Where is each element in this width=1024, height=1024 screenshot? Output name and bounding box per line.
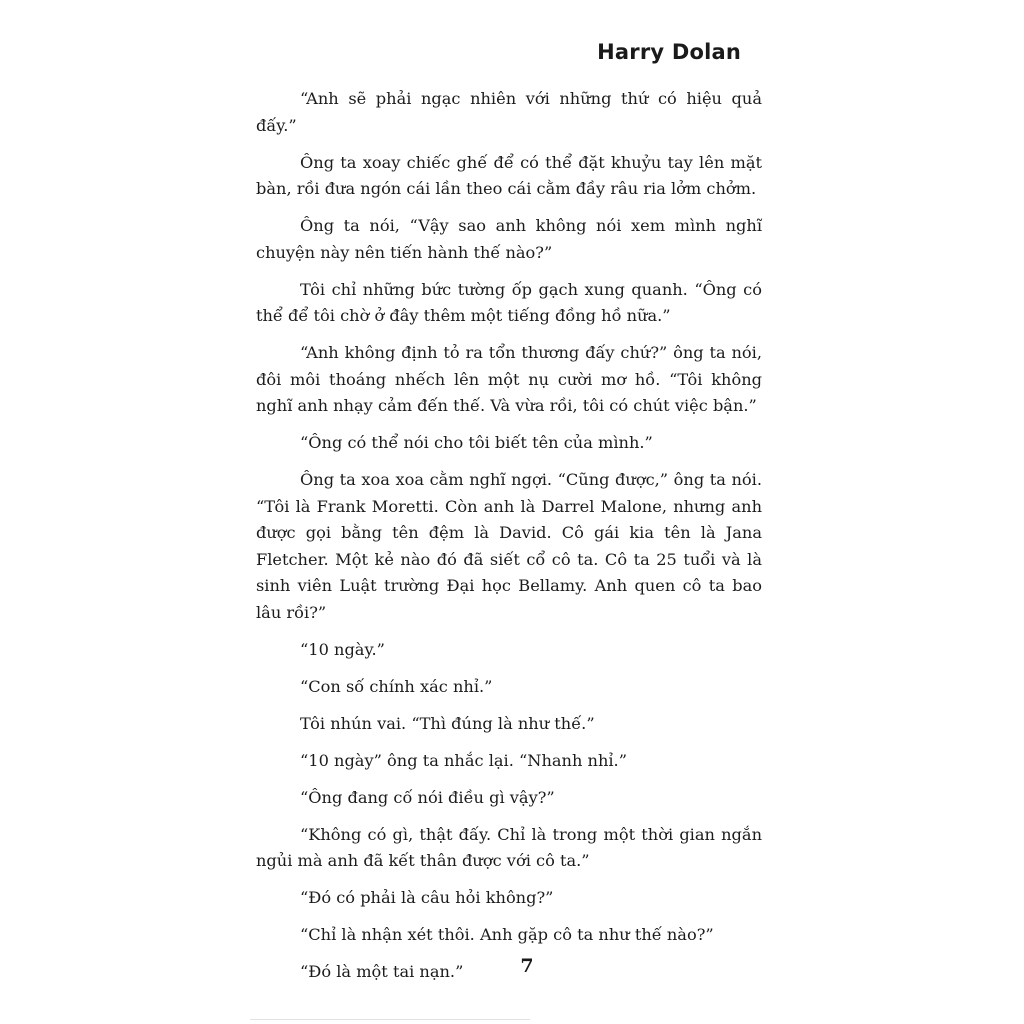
scan-edge-divider [250,1019,530,1020]
page-number: 7 [520,955,534,977]
paragraph: Ông ta xoa xoa cằm nghĩ ngợi. “Cũng được,” ông ta nói. “Tôi là Frank Moretti. Còn anh là Darrel Malone, nhưng anh được gọi bằng tên đệm là David. Cô gái kia tên là Jana Fletcher. Một kẻ nào đó đã siết cổ cô ta. Cô ta 25 tuổi và là sinh viên Luật trường Đại học Bellamy. Anh quen cô ta bao lâu rồi?” [256,470,762,622]
paragraph: “Không có gì, thật đấy. Chỉ là trong một thời gian ngắn ngủi mà anh đã kết thân được với cô ta.” [256,824,762,870]
paragraph: “Ông đang cố nói điều gì vậy?” [300,787,555,807]
paragraph: “10 ngày.” [300,639,385,659]
paragraph: Tôi nhún vai. “Thì đúng là như thế.” [300,713,595,733]
paragraph: Ông ta nói, “Vậy sao anh không nói xem mình nghĩ chuyện này nên tiến hành thế nào?” [256,216,762,262]
paragraph: “Con số chính xác nhỉ.” [300,676,493,696]
paragraph: “Anh sẽ phải ngạc nhiên với những thứ có hiệu quả đấy.” [256,89,762,135]
body-text [256,86,762,996]
paragraph: “Chỉ là nhận xét thôi. Anh gặp cô ta như thế nào?” [300,925,714,944]
paragraph: “Đó là một tai nạn.” [300,962,464,981]
paragraph: Ông ta xoay chiếc ghế để có thể đặt khuỷu tay lên mặt bàn, rồi đưa ngón cái lần theo cái cằm đầy râu ria lởm chởm. [256,152,762,198]
running-head-author: Harry Dolan [597,40,741,64]
paragraph: “Đó có phải là câu hỏi không?” [300,888,554,907]
paragraph: “Ông có thể nói cho tôi biết tên của mình.” [300,433,653,452]
paragraph: Tôi chỉ những bức tường ốp gạch xung quanh. “Ông có thể để tôi chờ ở đây thêm một tiếng đồng hồ nữa.” [256,279,762,325]
paragraph: “10 ngày” ông ta nhắc lại. “Nhanh nhỉ.” [300,750,627,770]
paragraph: “Anh không định tỏ ra tổn thương đấy chứ?” ông ta nói, đôi môi thoáng nhếch lên một nụ cười mơ hồ. “Tôi không nghĩ anh nhạy cảm đến thế. Và vừa rồi, tôi có chút việc bận.” [256,343,762,415]
